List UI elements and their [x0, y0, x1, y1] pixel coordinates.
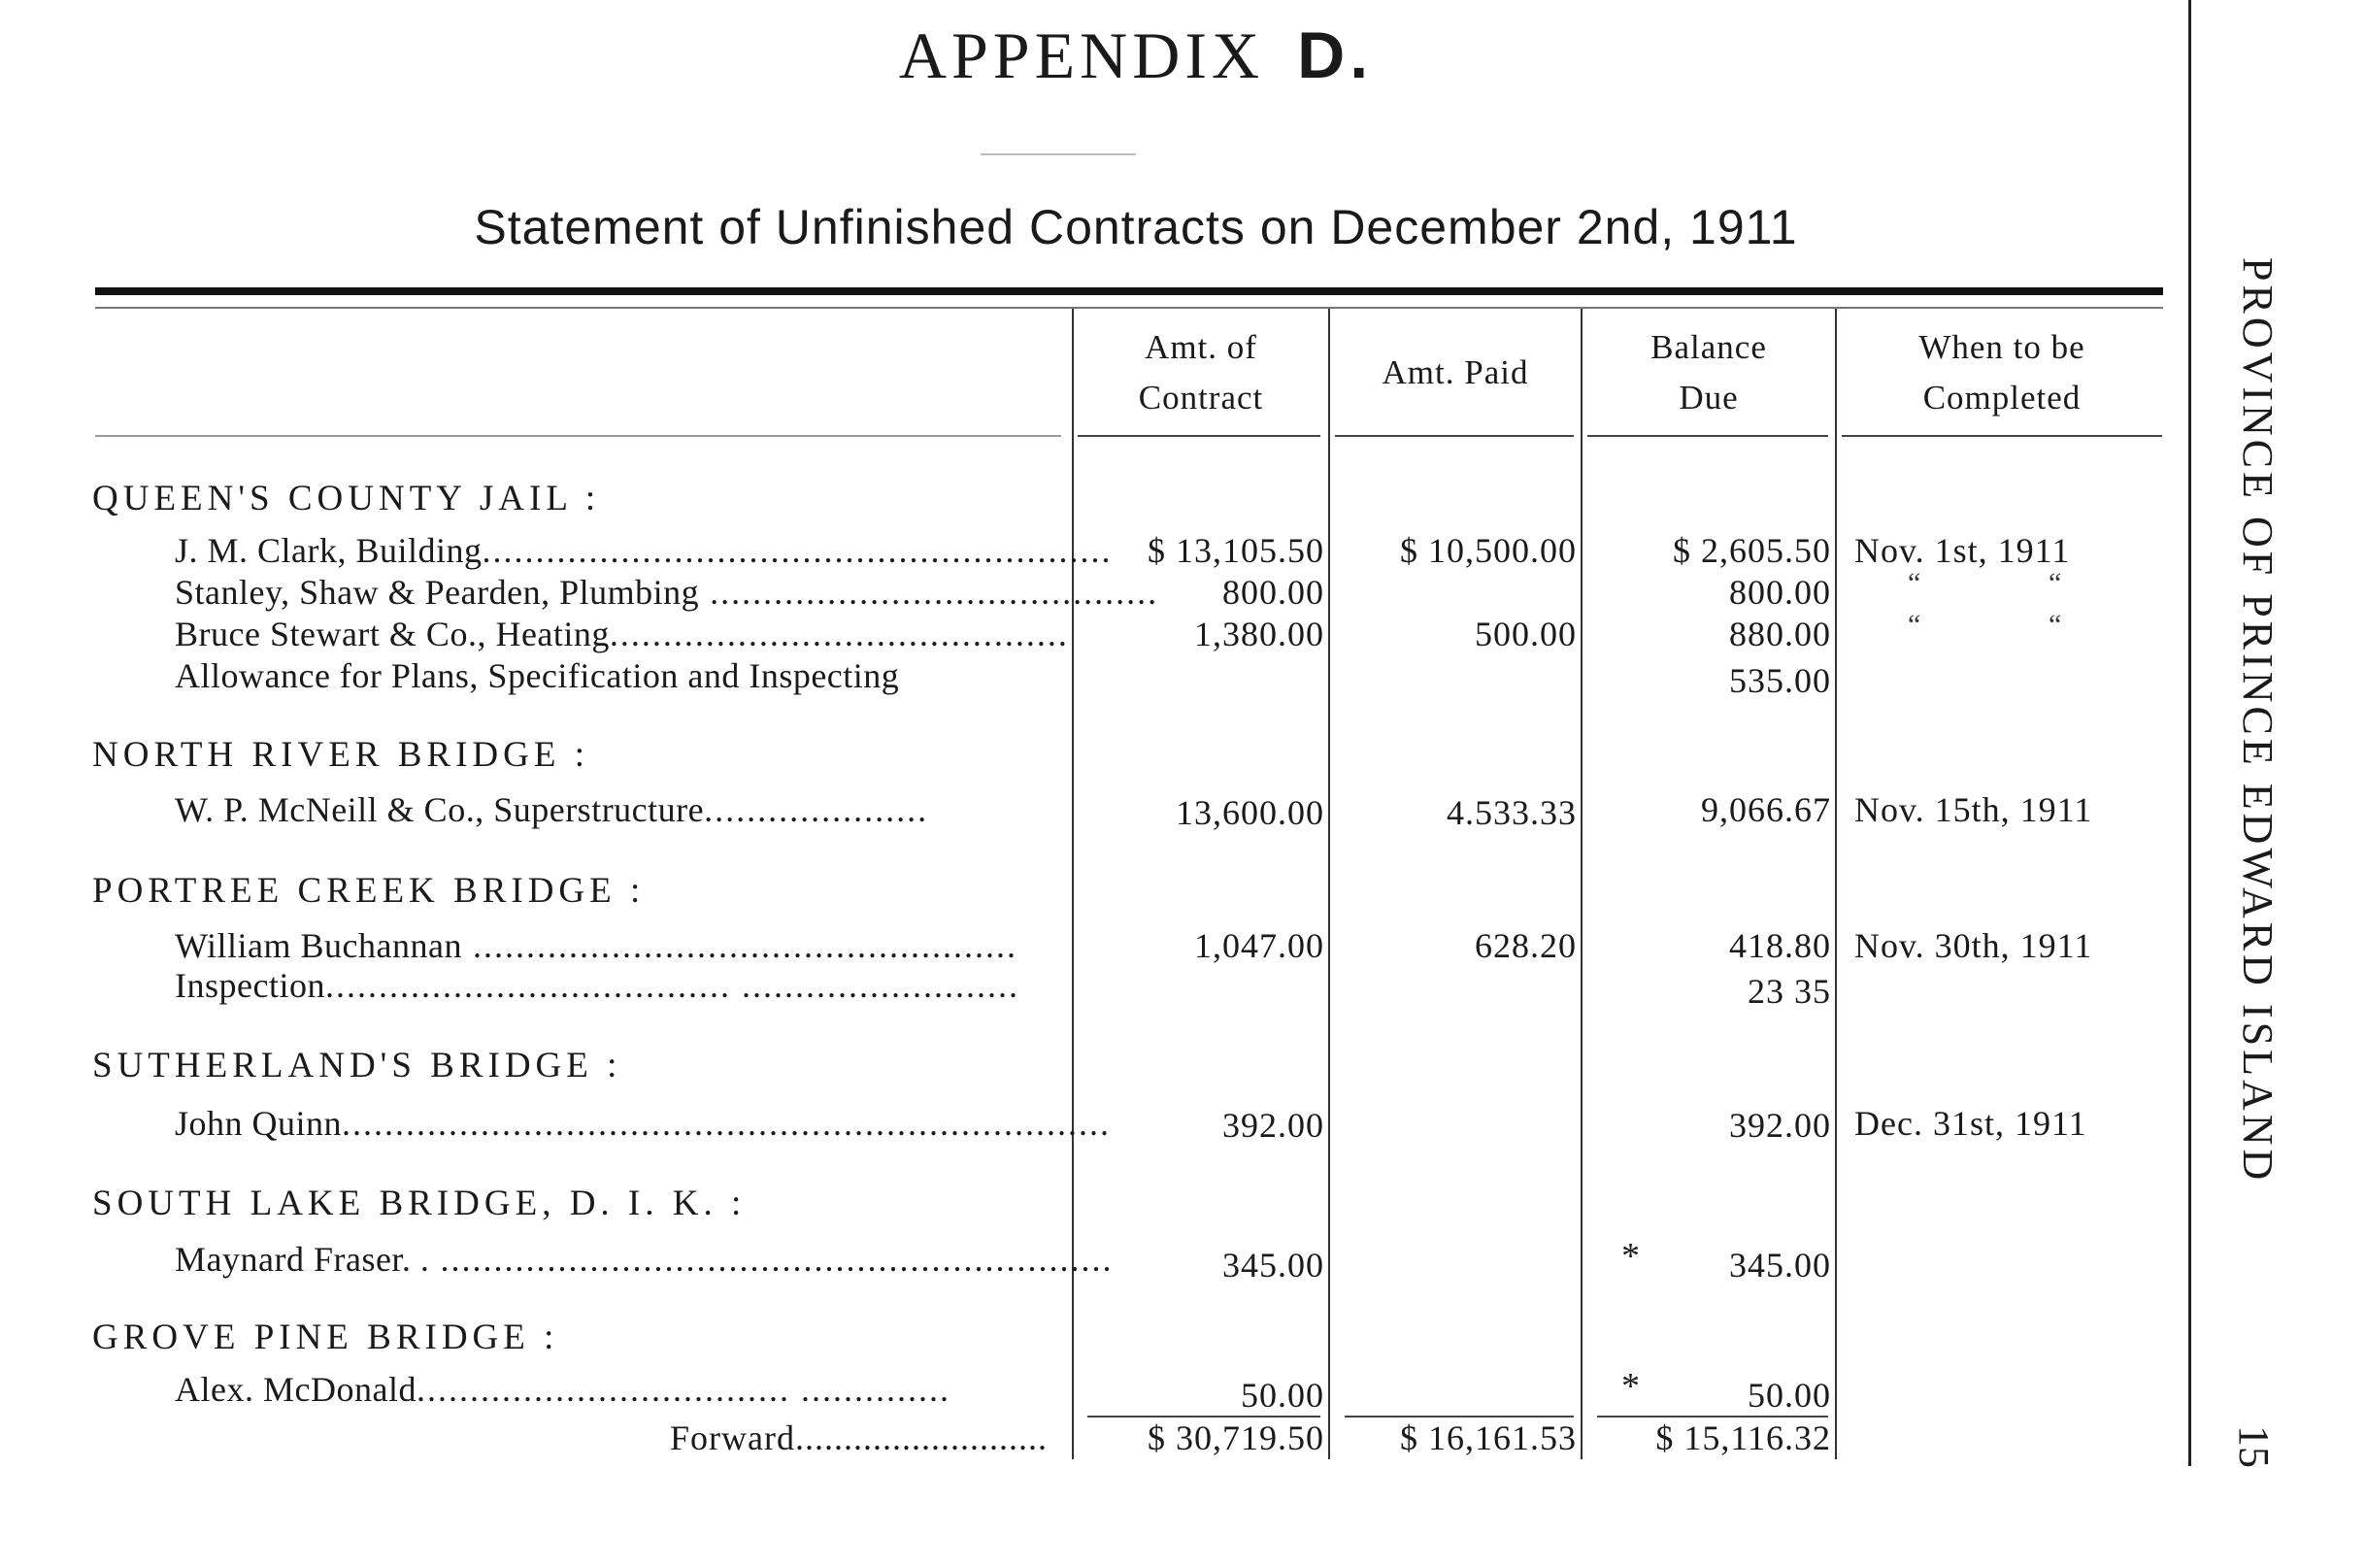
ditto-mark: “	[1908, 567, 1921, 599]
header-underline	[95, 435, 1061, 437]
row-label: William Buchannan ...................................................	[175, 926, 1017, 965]
row-balance: $ 2,605.50	[1673, 531, 1831, 570]
column-divider	[1072, 309, 1074, 1459]
header-line: Completed	[1922, 379, 2082, 417]
header-line: Amt. of	[1145, 328, 1257, 366]
row-balance: 9,066.67	[1701, 790, 1831, 829]
total-paid: $ 16,161.53	[1400, 1418, 1577, 1457]
row-label: Inspection...................................... ..........................	[175, 966, 1019, 1005]
row-balance: 23 35	[1748, 972, 1831, 1011]
header-underline	[1842, 435, 2162, 437]
row-contract: 392.00	[1222, 1106, 1324, 1145]
row-contract: 800.00	[1222, 573, 1324, 612]
header-amt-of-contract	[1074, 322, 1328, 423]
table-top-thick-rule	[95, 287, 2163, 295]
row-balance: 418.80	[1729, 926, 1831, 965]
row-label: W. P. McNeill & Co., Superstructure.....................	[175, 790, 929, 829]
footnote-asterisk: *	[1621, 1366, 1640, 1407]
section-heading: NORTH RIVER BRIDGE :	[92, 735, 589, 775]
ditto-mark: “	[2049, 609, 2062, 641]
section-heading: SOUTH LAKE BRIDGE, D. I. K. :	[92, 1184, 747, 1223]
row-label: Maynard Fraser. . ...............................................................	[175, 1240, 1114, 1279]
section-heading: QUEEN'S COUNTY JAIL :	[92, 479, 601, 518]
appendix-word: APPENDIX	[898, 18, 1265, 92]
row-completed: Dec. 31st, 1911	[1854, 1104, 2087, 1143]
ditto-mark: “	[1908, 609, 1921, 641]
row-label: Allowance for Plans, Specification and Inspecting	[175, 656, 900, 695]
header-line: Balance	[1650, 328, 1767, 366]
row-label: Alex. McDonald................................... ..............	[175, 1370, 950, 1409]
header-amt-paid: Amt. Paid	[1382, 353, 1529, 391]
row-paid: 4.533.33	[1447, 793, 1577, 832]
section-heading: GROVE PINE BRIDGE :	[92, 1318, 559, 1357]
heading-divider	[981, 153, 1136, 155]
header-underline	[1587, 435, 1828, 437]
header-line: When to be	[1918, 328, 2085, 366]
column-divider	[1328, 309, 1330, 1459]
running-head: PROVINCE OF PRINCE EDWARD ISLAND	[2234, 257, 2282, 1184]
row-paid: 500.00	[1475, 615, 1577, 653]
forward-label: Forward..........................	[670, 1418, 1048, 1457]
row-contract: 13,600.00	[1176, 793, 1324, 832]
row-contract: 345.00	[1222, 1246, 1324, 1284]
row-label: Stanley, Shaw & Pearden, Plumbing ..........................................	[175, 573, 1159, 612]
row-label: John Quinn........................................................................	[175, 1104, 1112, 1143]
row-paid: 628.20	[1475, 926, 1577, 965]
page-number: 15	[2230, 1425, 2278, 1468]
row-contract: 1,047.00	[1194, 926, 1324, 965]
row-label: Bruce Stewart & Co., Heating...........................................	[175, 615, 1069, 653]
appendix-letter: D.	[1297, 18, 1374, 92]
row-balance: 535.00	[1729, 661, 1831, 700]
header-underline	[1335, 435, 1574, 437]
row-contract: 50.00	[1241, 1376, 1324, 1415]
header-balance-due	[1583, 322, 1835, 423]
header-line: Due	[1679, 379, 1739, 417]
header-underline	[1078, 435, 1320, 437]
page-margin-rule	[2188, 0, 2191, 1466]
row-label: J. M. Clark, Building...........................................................	[175, 531, 1113, 570]
ditto-mark: “	[2049, 567, 2062, 599]
section-heading: PORTREE CREEK BRIDGE :	[92, 871, 646, 911]
column-divider	[1835, 309, 1837, 1459]
row-balance: 800.00	[1729, 573, 1831, 612]
total-balance: $ 15,116.32	[1655, 1418, 1831, 1457]
row-balance: 880.00	[1729, 615, 1831, 653]
section-heading: SUTHERLAND'S BRIDGE :	[92, 1046, 622, 1085]
header-when-completed	[1837, 322, 2167, 423]
statement-title: Statement of Unfinished Contracts on December 2nd, 1911	[474, 200, 1798, 254]
table-top-thin-rule	[95, 307, 2163, 309]
row-contract: 1,380.00	[1194, 615, 1324, 653]
total-contract: $ 30,719.50	[1148, 1418, 1324, 1457]
row-completed: Nov. 1st, 1911	[1854, 531, 2071, 570]
row-balance: 50.00	[1748, 1376, 1831, 1415]
row-completed: Nov. 30th, 1911	[1854, 926, 2093, 965]
footnote-asterisk: *	[1621, 1236, 1640, 1277]
row-completed: Nov. 15th, 1911	[1854, 790, 2093, 829]
row-paid: $ 10,500.00	[1400, 531, 1577, 570]
appendix-heading	[0, 17, 2272, 94]
row-contract: $ 13,105.50	[1148, 531, 1324, 570]
column-divider	[1581, 309, 1583, 1459]
header-line: Contract	[1138, 379, 1264, 417]
row-balance: 392.00	[1729, 1106, 1831, 1145]
row-balance: 345.00	[1729, 1246, 1831, 1284]
